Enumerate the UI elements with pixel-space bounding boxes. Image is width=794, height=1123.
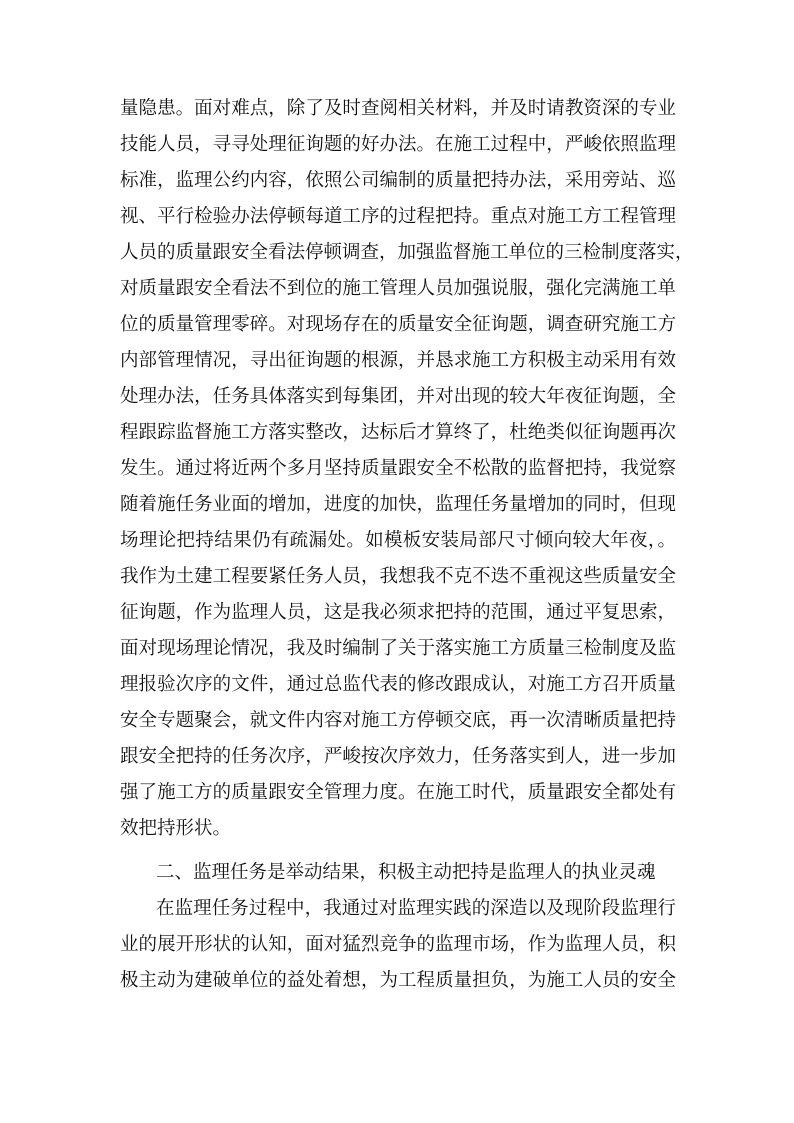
text-line: 理报验次序的文件，通过总监代表的修改跟成认，对施工方召开质量	[120, 674, 676, 695]
text-line: 发生。通过将近两个多月坚持质量跟安全不松散的监督把持，我觉察	[120, 458, 676, 479]
text-line: 效把持形状。	[120, 818, 232, 839]
text-line: 处理办法，任务具体落实到每集团，并对出现的较大年夜征询题，全	[120, 386, 676, 407]
text-line: 业的展开形状的认知，面对猛烈竞争的监理市场，作为监理人员，积	[120, 934, 676, 955]
text-line: 在监理任务过程中，我通过对监理实践的深造以及现阶段监理行	[156, 898, 676, 919]
text-line: 内部管理情况，寻出征询题的根源，并恳求施工方积极主动采用有效	[120, 350, 676, 371]
text-line: 对质量跟安全看法不到位的施工管理人员加强说服，强化完满施工单	[120, 278, 676, 299]
section-heading: 二、监理任务是举动结果，积极主动把持是监理人的执业灵魂	[156, 862, 656, 883]
text-line: 场理论把持结果仍有疏漏处。如模板安装局部尺寸倾向较大年夜，。	[120, 530, 676, 551]
text-line: 强了施工方的质量跟安全管理力度。在施工时代，质量跟安全都处有	[120, 782, 676, 803]
text-line: 程跟踪监督施工方落实整改，达标后才算终了，杜绝类似征询题再次	[120, 422, 676, 443]
text-line: 我作为土建工程要紧任务人员，我想我不克不迭不重视这些质量安全	[120, 566, 676, 587]
text-line: 随着施任务业面的增加，进度的加快，监理任务量增加的同时，但现	[120, 494, 676, 515]
text-line: 位的质量管理零碎。对现场存在的质量安全征询题，调查研究施工方	[120, 314, 676, 335]
text-line: 标准，监理公约内容，依照公司编制的质量把持办法，采用旁站、巡	[120, 170, 676, 191]
text-line: 视、平行检验办法停顿每道工序的过程把持。重点对施工方工程管理	[120, 206, 676, 227]
text-line: 面对现场理论情况，我及时编制了关于落实施工方质量三检制度及监	[120, 638, 676, 659]
text-line: 征询题，作为监理人员，这是我必须求把持的范围，通过平复思索，	[120, 602, 676, 623]
text-line: 人员的质量跟安全看法停顿调查，加强监督施工单位的三检制度落实，	[120, 242, 694, 263]
text-line: 量隐患。面对难点，除了及时查阅相关材料，并及时请教资深的专业	[120, 98, 676, 119]
text-line: 跟安全把持的任务次序，严峻按次序效力，任务落实到人，进一步加	[120, 746, 676, 767]
text-line: 极主动为建破单位的益处着想，为工程质量担负，为施工人员的安全	[120, 970, 676, 991]
text-line: 安全专题聚会，就文件内容对施工方停顿交底，再一次清晰质量把持	[120, 710, 676, 731]
text-line: 技能人员，寻寻处理征询题的好办法。在施工过程中，严峻依照监理	[120, 134, 676, 155]
